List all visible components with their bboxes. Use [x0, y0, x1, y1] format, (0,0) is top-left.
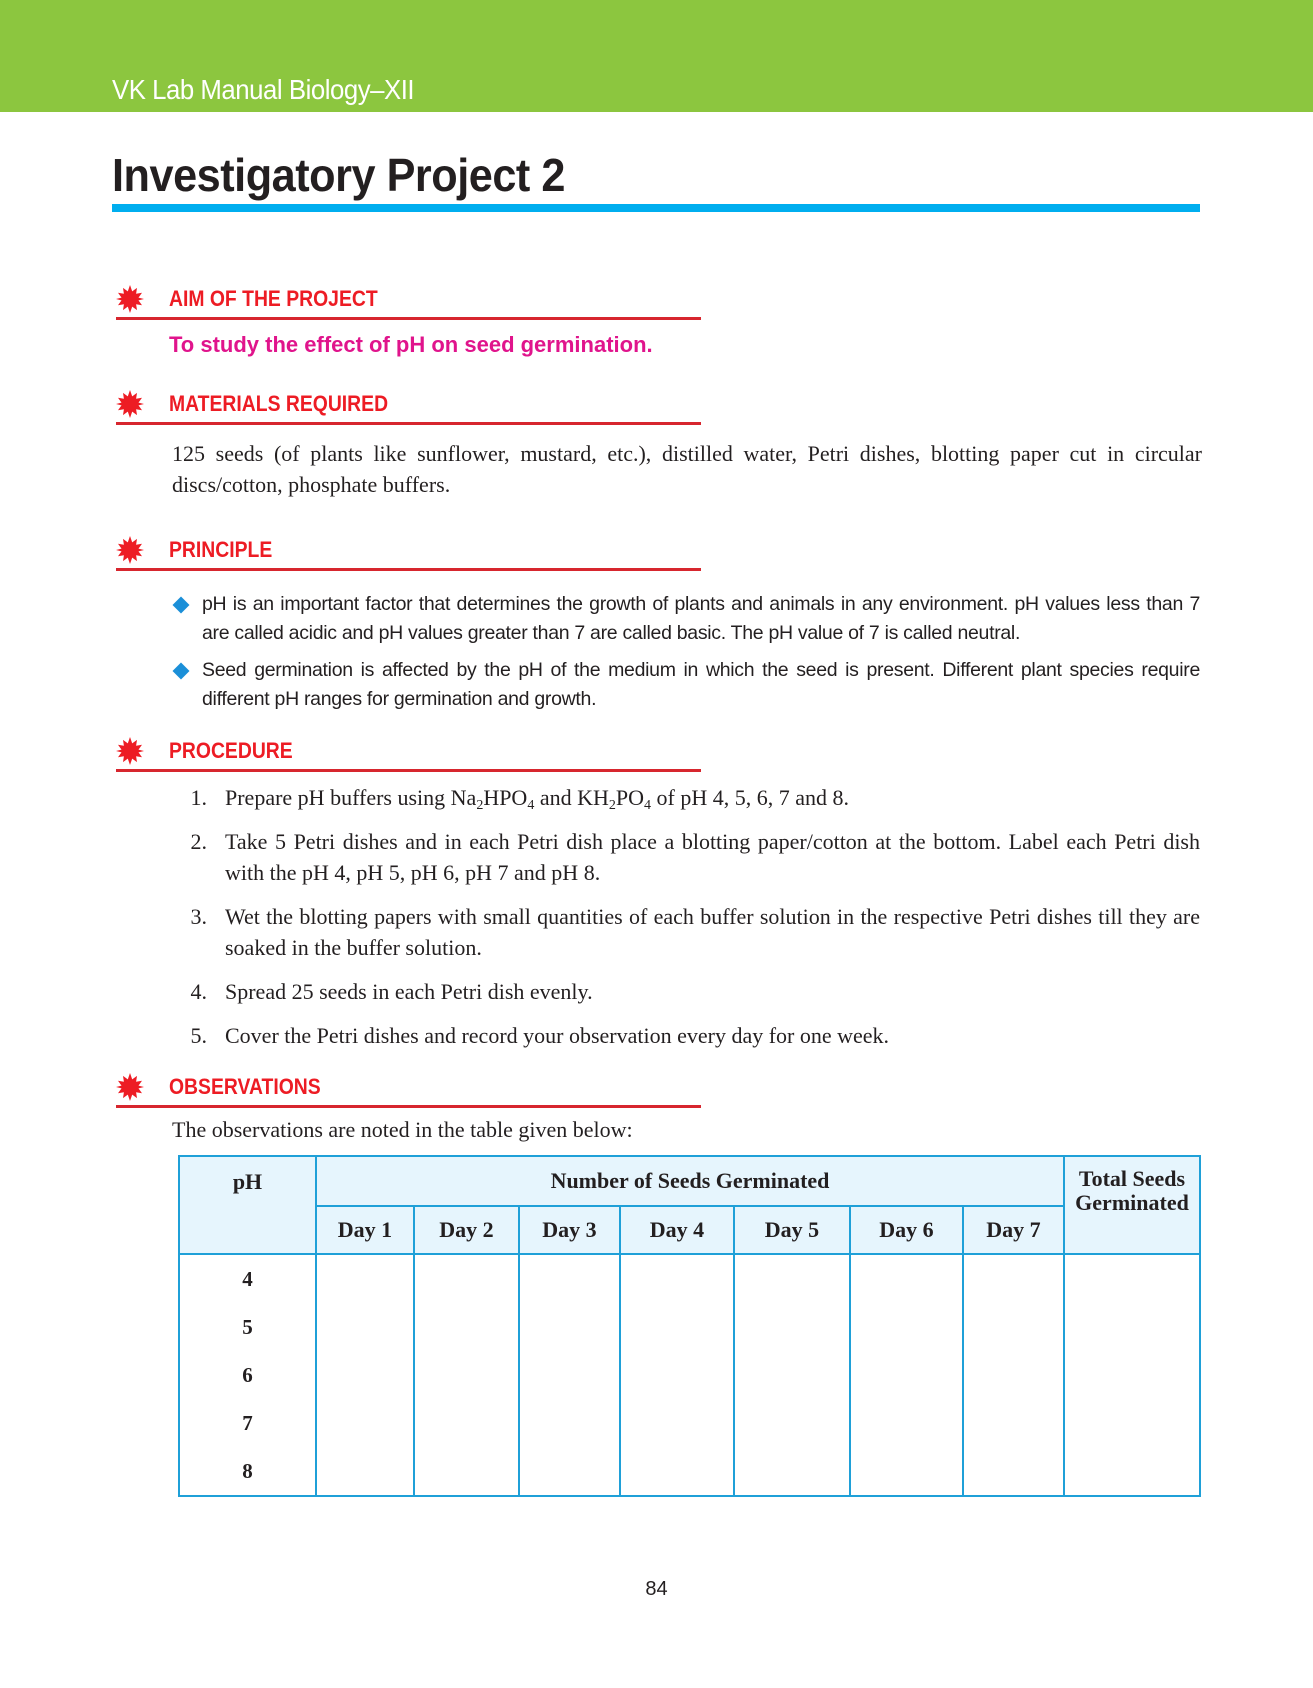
day-header: Day 5 — [734, 1206, 850, 1254]
ph-column-header: pH — [179, 1156, 316, 1254]
day-2-cell — [414, 1254, 519, 1496]
section-heading-principle — [116, 536, 701, 564]
principle-bullet — [172, 590, 1200, 648]
step-number: 5. — [190, 1023, 207, 1048]
starburst-icon — [116, 737, 144, 765]
day-1-cell — [316, 1254, 414, 1496]
section-rule — [116, 422, 701, 425]
day-3-cell — [519, 1254, 620, 1496]
day-header: Day 1 — [316, 1206, 414, 1254]
procedure-step — [185, 976, 1200, 1007]
step-text: Spread 25 seeds in each Petri dish evenly. — [225, 979, 593, 1004]
day-header: Day 6 — [850, 1206, 963, 1254]
book-title: VK Lab Manual Biology–XII — [112, 74, 415, 105]
starburst-icon — [116, 536, 144, 564]
section-heading-label: AIM OF THE PROJECT — [169, 286, 378, 311]
day-6-cell — [850, 1254, 963, 1496]
day-header: Day 4 — [620, 1206, 734, 1254]
step-text: Take 5 Petri dishes and in each Petri dish place a blotting paper/cotton at the bottom. Label each Petri dish with the pH 4, pH 5, pH 6, pH 7 and pH 8. — [225, 829, 1200, 885]
bullet-text: Seed germination is affected by the pH of the medium in which the seed is present. Different plant species require different pH ranges for germination and growth. — [202, 659, 1200, 710]
section-heading-materials — [116, 390, 701, 418]
ph-value: 4 — [242, 1267, 253, 1291]
observation-table — [178, 1155, 1201, 1497]
aim-text: To study the effect of pH on seed germination. — [169, 332, 653, 357]
section-heading-label: MATERIALS REQUIRED — [169, 391, 389, 416]
page-number: 84 — [645, 1578, 668, 1600]
section-heading-aim — [116, 285, 701, 313]
day-header: Day 2 — [414, 1206, 519, 1254]
section-heading-label: OBSERVATIONS — [169, 1074, 321, 1099]
total-seeds-header: Total Seeds Germinated — [1064, 1156, 1200, 1254]
step-text: Prepare pH buffers using $Na_2HPO_4$ and $KH_2PO_4$ of pH 4, 5, 6, 7 and 8. — [225, 785, 849, 813]
seeds-germinated-group-header: Number of Seeds Germinated — [316, 1156, 1064, 1206]
diamond-bullet-icon — [173, 663, 190, 680]
principle-bullet — [172, 656, 1200, 714]
observations-intro: The observations are noted in the table given below: — [172, 1117, 633, 1142]
section-rule — [116, 1105, 701, 1108]
step-text: Wet the blotting papers with small quantities of each buffer solution in the respective Petri dishes till they are soaked in the buffer solution. — [225, 904, 1200, 960]
day-header: Day 3 — [519, 1206, 620, 1254]
ph-value: 8 — [242, 1459, 253, 1483]
ph-value: 5 — [242, 1315, 253, 1339]
step-number: 1. — [190, 785, 207, 810]
section-rule — [116, 568, 701, 571]
starburst-icon — [116, 390, 144, 418]
procedure-step — [185, 1020, 1200, 1051]
ph-value: 6 — [242, 1363, 253, 1387]
section-rule — [116, 769, 701, 772]
header-bar — [0, 0, 1313, 112]
section-heading-observations — [116, 1073, 701, 1101]
starburst-icon — [116, 285, 144, 313]
day-4-cell — [620, 1254, 734, 1496]
ph-value: 7 — [242, 1411, 253, 1435]
ph-values-cell — [179, 1254, 316, 1496]
procedure-step — [185, 901, 1200, 963]
title-rule — [112, 204, 1200, 212]
bullet-text: pH is an important factor that determines the growth of plants and animals in any environment. pH values less than 7 are called acidic and pH values greater than 7 are called basic. The pH value of 7 is called neutral. — [202, 593, 1200, 644]
step-number: 3. — [190, 904, 207, 929]
section-heading-procedure — [116, 737, 701, 765]
section-rule — [116, 317, 701, 320]
starburst-icon — [116, 1073, 144, 1101]
day-7-cell — [963, 1254, 1064, 1496]
total-cell — [1064, 1254, 1200, 1496]
step-number: 2. — [190, 829, 207, 854]
procedure-step — [185, 826, 1200, 888]
day-header: Day 7 — [963, 1206, 1064, 1254]
materials-text: 125 seeds (of plants like sunflower, mustard, etc.), distilled water, Petri dishes, blotting paper cut in circular discs/cotton, phosphate buffers. — [172, 441, 1202, 497]
section-heading-label: PROCEDURE — [169, 738, 293, 763]
diamond-bullet-icon — [173, 597, 190, 614]
section-heading-label: PRINCIPLE — [169, 537, 273, 562]
step-number: 4. — [190, 979, 207, 1004]
day-5-cell — [734, 1254, 850, 1496]
page-title: Investigatory Project 2 — [112, 149, 565, 201]
procedure-step — [185, 782, 1200, 813]
step-text: Cover the Petri dishes and record your observation every day for one week. — [225, 1023, 890, 1048]
